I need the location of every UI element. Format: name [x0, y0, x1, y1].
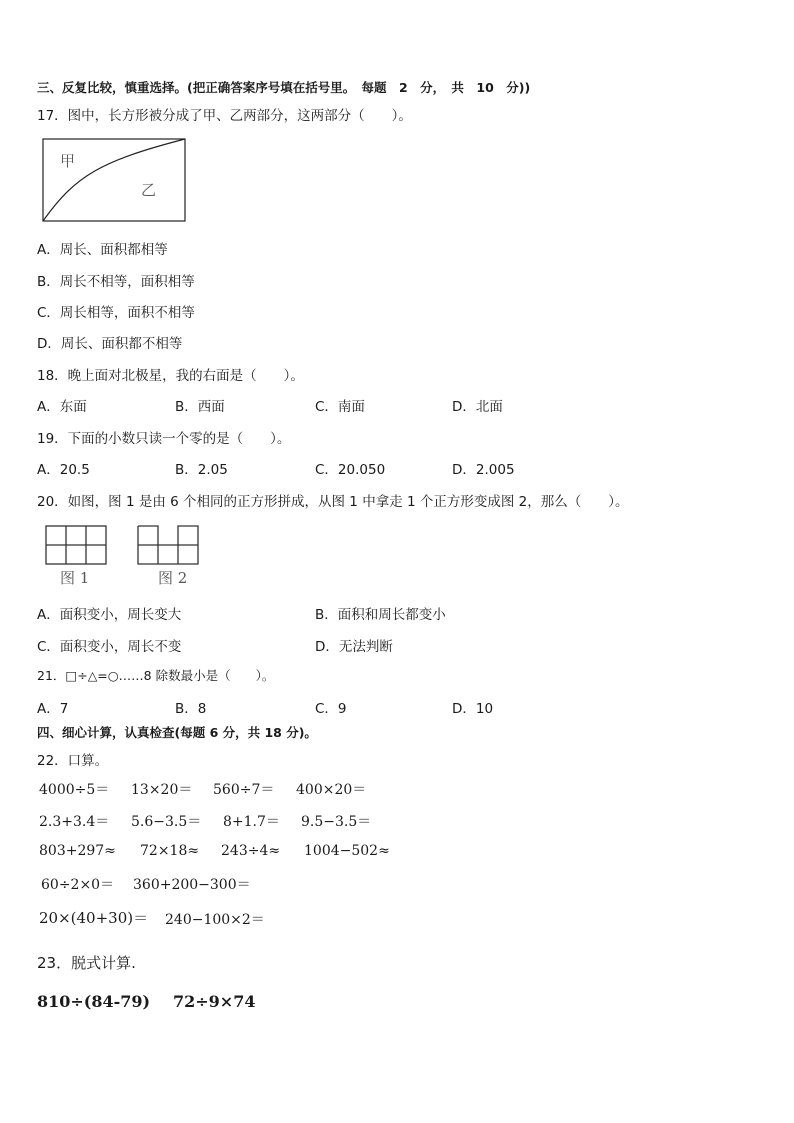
oral-calc-item: 60÷2×0＝: [41, 877, 115, 893]
oral-calc-item: 20×(40+30)＝: [39, 909, 149, 927]
q21-option-b[interactable]: B．8: [175, 701, 207, 717]
oral-calc-item: 560÷7＝: [213, 782, 275, 798]
oral-calc-item: 360+200−300＝: [133, 877, 251, 893]
q20-option-d[interactable]: D．无法判断: [315, 639, 393, 655]
q17-option-c[interactable]: C．周长相等，面积不相等: [37, 305, 195, 321]
q18-option-c[interactable]: C．南面: [315, 399, 365, 415]
question-22-stem: 22．口算。: [37, 753, 109, 769]
question-21-stem: 21．□÷△=○……8 除数最小是（ ）。: [37, 668, 275, 683]
q18-option-a[interactable]: A．东面: [37, 399, 87, 415]
figure-2-grid: [138, 526, 198, 564]
section-3-title: 三、反复比较，慎重选择。(把正确答案序号填在括号里。 每题 2 分， 共 10 分)): [37, 80, 531, 95]
written-calc-item: 810÷(84-79): [37, 992, 151, 1011]
question-18-stem: 18．晚上面对北极星，我的右面是（ ）。: [37, 368, 304, 384]
q19-option-d[interactable]: D．2.005: [452, 462, 515, 478]
q17-rectangle-figure: [40, 136, 190, 224]
q17-option-d[interactable]: D．周长、面积都不相等: [37, 336, 183, 352]
q19-option-a[interactable]: A．20.5: [37, 462, 90, 478]
section-4-title: 四、细心计算，认真检查(每题 6 分，共 18 分)。: [37, 725, 317, 740]
oral-calc-item: 400×20＝: [296, 782, 367, 798]
oral-calc-item: 5.6−3.5＝: [131, 814, 202, 830]
q19-option-b[interactable]: B．2.05: [175, 462, 228, 478]
oral-calc-item: 2.3+3.4＝: [39, 814, 110, 830]
oral-calc-item: 9.5−3.5＝: [301, 814, 372, 830]
figure-1-grid: [46, 526, 106, 564]
question-19-stem: 19．下面的小数只读一个零的是（ ）。: [37, 431, 291, 447]
q19-option-c[interactable]: C．20.050: [315, 462, 386, 478]
q20-squares-figure: [40, 518, 205, 590]
oral-calc-item: 72×18≈: [140, 843, 200, 859]
oral-calc-item: 1004−502≈: [304, 843, 390, 859]
oral-calc-item: 240−100×2＝: [165, 912, 265, 928]
q17-option-a[interactable]: A．周长、面积都相等: [37, 242, 168, 258]
region-label-a: 甲: [60, 152, 76, 170]
figure-1-label: 图 1: [60, 569, 90, 587]
question-23-stem: 23．脱式计算.: [37, 954, 136, 972]
oral-calc-item: 13×20＝: [131, 782, 193, 798]
q21-option-a[interactable]: A．7: [37, 701, 69, 717]
q20-option-a[interactable]: A．面积变小，周长变大: [37, 607, 182, 623]
q21-option-c[interactable]: C．9: [315, 701, 347, 717]
oral-calc-item: 243÷4≈: [221, 843, 281, 859]
oral-calc-item: 8+1.7＝: [223, 814, 280, 830]
oral-calc-item: 803+297≈: [39, 843, 116, 859]
q18-option-d[interactable]: D．北面: [452, 399, 503, 415]
written-calc-item: 72÷9×74: [173, 992, 256, 1011]
question-17-stem: 17．图中，长方形被分成了甲、乙两部分，这两部分（ ）。: [37, 108, 412, 124]
q17-option-b[interactable]: B．周长不相等，面积相等: [37, 274, 195, 290]
oral-calc-item: 4000÷5＝: [39, 782, 110, 798]
q21-option-d[interactable]: D．10: [452, 701, 494, 717]
region-label-b: 乙: [141, 181, 157, 199]
q18-option-b[interactable]: B．西面: [175, 399, 225, 415]
q20-option-b[interactable]: B．面积和周长都变小: [315, 607, 446, 623]
figure-2-label: 图 2: [158, 569, 188, 587]
question-20-stem: 20．如图，图 1 是由 6 个相同的正方形拼成，从图 1 中拿走 1 个正方形变成图 2，那么（ ）。: [37, 494, 629, 510]
q20-option-c[interactable]: C．面积变小，周长不变: [37, 639, 182, 655]
